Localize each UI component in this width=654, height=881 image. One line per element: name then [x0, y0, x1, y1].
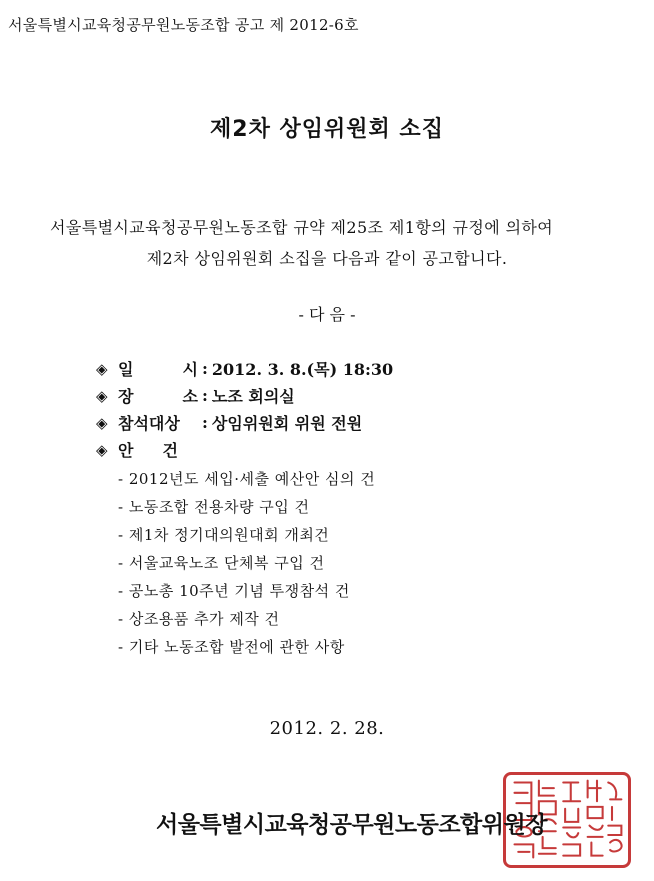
agenda-item: - 제1차 정기대의원대회 개최건 — [118, 526, 330, 544]
detail-attendees-value: 상임위원회 위원 전원 — [211, 414, 363, 433]
intro-line-2: 제2차 상임위원회 소집을 다음과 같이 공고합니다. — [146, 249, 508, 268]
detail-place-colon: : — [202, 386, 208, 405]
agenda-item: - 상조용품 추가 제작 건 — [118, 610, 280, 628]
detail-place-label: 장 소 — [118, 387, 198, 406]
diamond-bullet-icon: ◈ — [96, 386, 108, 405]
agenda-item: - 노동조합 전용차량 구입 건 — [118, 498, 310, 516]
agenda-item: - 2012년도 세입·세출 예산안 심의 건 — [118, 470, 376, 488]
detail-place-value: 노조 회의실 — [211, 387, 295, 406]
detail-date-row — [96, 357, 393, 380]
detail-place-row — [96, 384, 295, 407]
diamond-bullet-icon: ◈ — [96, 440, 108, 459]
diamond-bullet-icon: ◈ — [96, 359, 108, 378]
notice-date: 2012. 2. 28. — [269, 718, 385, 739]
document-title: 제2차 상임위원회 소집 — [210, 117, 444, 142]
detail-attendees-row — [96, 411, 362, 434]
notice-number: 서울특별시교육청공무원노동조합 공고 제 2012-6호 — [8, 16, 359, 34]
detail-date-value: 2012. 3. 8.(목) 18:30 — [211, 360, 394, 379]
detail-date-colon: : — [202, 359, 208, 378]
signer-name: 서울특별시교육청공무원노동조합위원장 — [156, 812, 547, 838]
detail-attendees-colon: : — [202, 413, 208, 432]
detail-date-label: 일 시 — [118, 360, 198, 379]
agenda-item: - 공노총 10주년 기념 투쟁참석 건 — [118, 582, 350, 600]
section-marker: - 다 음 - — [298, 305, 356, 324]
agenda-item: - 기타 노동조합 발전에 관한 사항 — [118, 638, 345, 656]
agenda-heading-label: 안 건 — [118, 441, 178, 460]
diamond-bullet-icon: ◈ — [96, 413, 108, 432]
intro-line-1: 서울특별시교육청공무원노동조합 규약 제25조 제1항의 규정에 의하여 — [50, 218, 554, 237]
agenda-item: - 서울교육노조 단체복 구입 건 — [118, 554, 325, 572]
agenda-heading-row — [96, 438, 178, 461]
detail-attendees-label: 참석대상 — [118, 414, 180, 433]
